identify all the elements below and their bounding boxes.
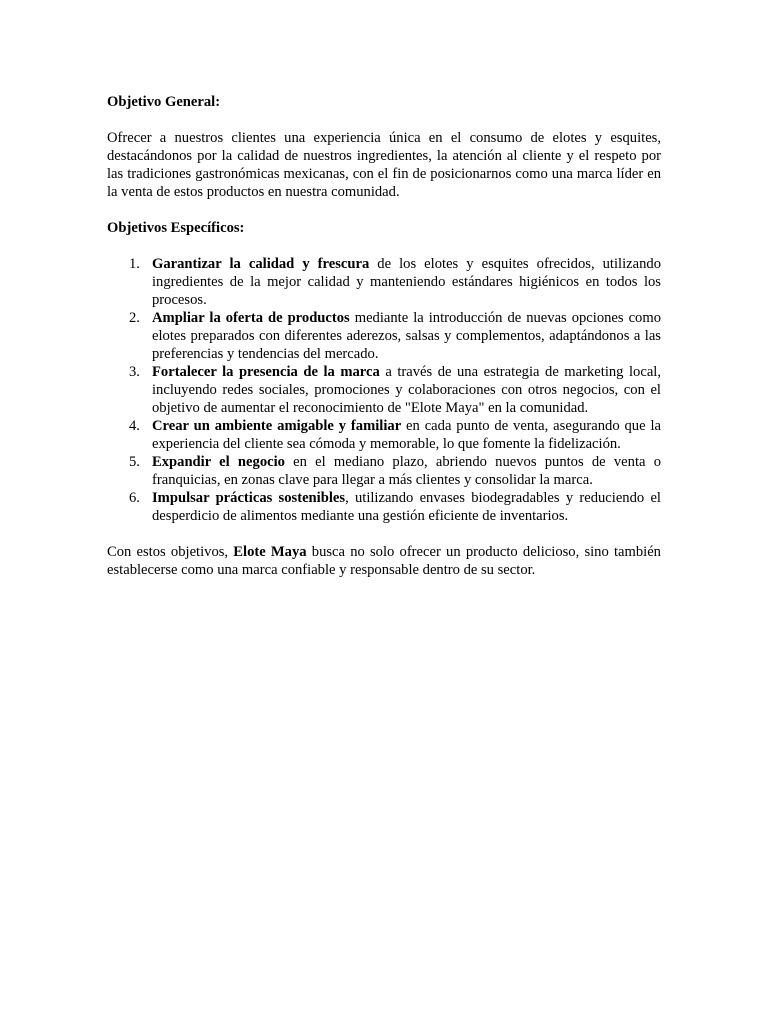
specific-objectives-heading: Objetivos Específicos: [107,220,245,236]
spacer [107,237,661,255]
list-item-bold-lead: Ampliar la oferta de productos [152,310,350,326]
list-item-bold-lead: Crear un ambiente amigable y familiar [152,418,402,434]
list-item-text: a través de una estrategia de marketing local, incluyendo redes sociales, promociones y colaboraciones con otros negocios, con el objetivo de aumentar el reconocimiento de "Elote Maya" en la comunidad. [152,364,662,416]
list-item-bold-lead: Expandir el negocio [152,454,285,470]
list-item-text: , utilizando envases biodegradables y reduciendo el desperdicio de alimentos mediante una gestión eficiente de inventarios. [152,490,661,524]
specific-objectives-list [107,255,661,525]
list-item [107,363,661,417]
list-item [107,489,661,525]
list-item [107,417,661,453]
general-objective-text: Ofrecer a nuestros clientes una experiencia única en el consumo de elotes y esquites, destacándonos por la calidad de nuestros ingredientes, la atención al cliente y el respeto por las tradiciones gastronómicas mexicanas, con el fin de posicionarnos como una marca líder en la venta de estos productos en nuestra comunidad. [107,130,661,200]
spacer [107,525,661,543]
list-item-number: 4. [129,418,140,434]
spacer [107,111,661,129]
list-item-bold-lead: Fortalecer la presencia de la marca [152,364,380,380]
list-item-text: en cada punto de venta, asegurando que la experiencia del cliente sea cómoda y memorable, lo que fomente la fidelización. [152,418,661,452]
list-item-number: 6. [129,490,140,506]
list-item [107,453,661,489]
list-item-number: 2. [129,310,140,326]
closing-text-after: busca no solo ofrecer un producto delicioso, sino también establecerse como una marca confiable y responsable dentro de su sector. [107,544,661,578]
list-item [107,255,661,309]
list-item-bold-lead: Garantizar la calidad y frescura [152,256,370,272]
brand-name: Elote Maya [233,544,307,560]
spacer [107,201,661,219]
list-item-text: de los elotes y esquites ofrecidos, utilizando ingredientes de la mejor calidad y manteniendo estándares higiénicos en todos los procesos. [152,256,661,308]
list-item-bold-lead: Impulsar prácticas sostenibles [152,490,346,506]
closing-paragraph [107,543,661,579]
list-item-text: mediante la introducción de nuevas opciones como elotes preparados con diferentes aderezos, salsas y complementos, adaptándonos a las preferencias y tendencias del mercado. [152,310,661,362]
list-item-text: en el mediano plazo, abriendo nuevos puntos de venta o franquicias, en zonas clave para llegar a más clientes y consolidar la marca. [152,454,661,488]
list-item-number: 5. [129,454,140,470]
general-objective-heading: Objetivo General: [107,94,221,110]
closing-text-before: Con estos objetivos, [107,544,234,560]
document-page [107,93,661,579]
list-item-number: 3. [129,364,140,380]
list-item [107,309,661,363]
list-item-number: 1. [129,256,140,272]
